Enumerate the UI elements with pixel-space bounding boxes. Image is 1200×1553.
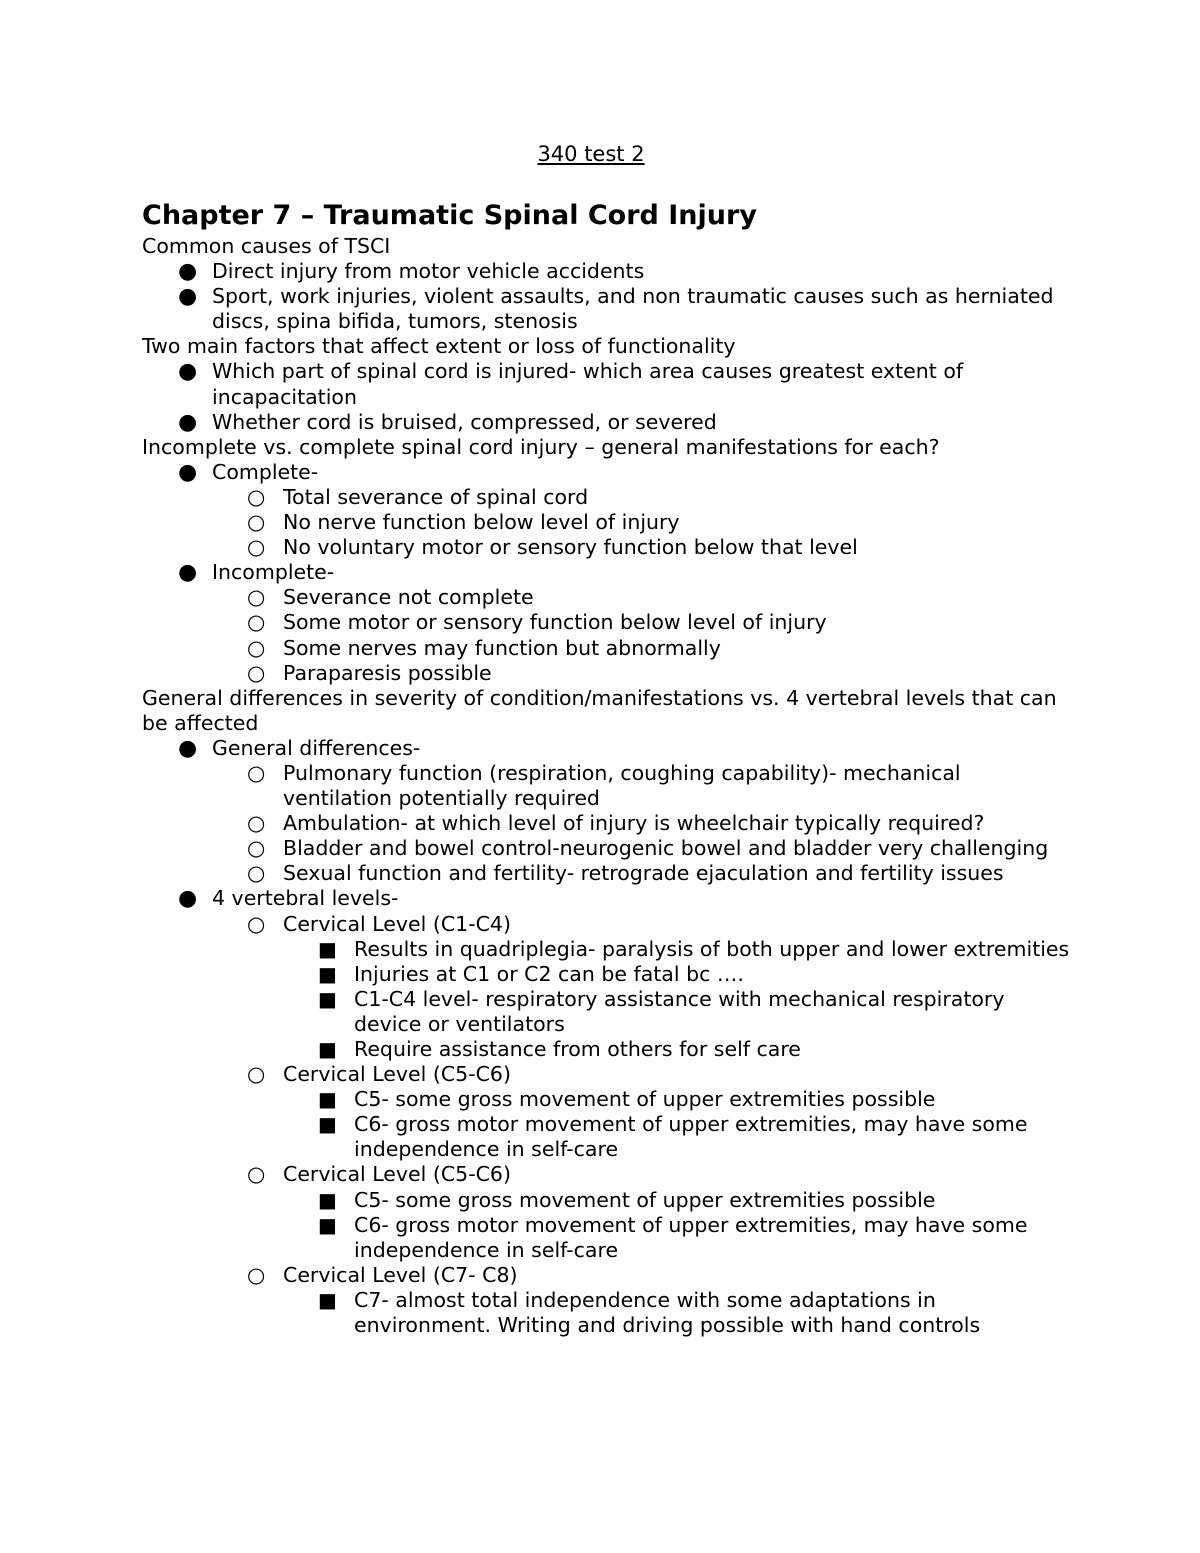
list-item-text: Some nerves may function but abnormally xyxy=(283,635,721,660)
list-item-text: Sport, work injuries, violent assaults, and non traumatic causes such as herniated discs, spina bifida, tumors, stenosis xyxy=(212,284,1054,334)
section-heading: Incomplete vs. complete spinal cord injury – general manifestations for each? xyxy=(142,434,940,459)
bullet-marker: ○ xyxy=(247,1262,266,1287)
list-item-level-2 xyxy=(142,811,1070,836)
list-item-level-3 xyxy=(142,1037,1070,1062)
bullet-marker: ■ xyxy=(318,1287,337,1312)
list-item-level-2 xyxy=(142,912,1070,937)
bullet-marker: ● xyxy=(178,886,198,912)
bullet-marker: ○ xyxy=(247,760,266,785)
list-item-level-2 xyxy=(142,535,1070,560)
bullet-marker: ● xyxy=(178,359,198,385)
list-item-text: Cervical Level (C7- C8) xyxy=(283,1262,518,1287)
list-item-text: Ambulation- at which level of injury is wheelchair typically required? xyxy=(283,811,985,836)
list-item-level-3 xyxy=(142,1288,1070,1338)
list-item-level-1 xyxy=(142,410,1070,435)
list-item-text: C6- gross motor movement of upper extremities, may have some independence in self-care xyxy=(354,1112,1028,1162)
list-item-text: No nerve function below level of injury xyxy=(283,510,680,535)
bullet-marker: ■ xyxy=(318,1187,337,1212)
list-item-level-2 xyxy=(142,861,1070,886)
list-item-level-3 xyxy=(142,1213,1070,1263)
chapter-heading: Chapter 7 – Traumatic Spinal Cord Injury xyxy=(142,200,757,231)
bullet-marker: ○ xyxy=(247,484,266,509)
list-item-level-2 xyxy=(142,761,1070,811)
list-item-level-2 xyxy=(142,1162,1070,1187)
section-heading: General differences in severity of condition/manifestations vs. 4 vertebral levels that can be affected xyxy=(142,685,1057,735)
list-item-text: 4 vertebral levels- xyxy=(212,886,399,911)
bullet-marker: ○ xyxy=(247,660,266,685)
bullet-marker: ○ xyxy=(247,1162,266,1187)
list-item-text: Cervical Level (C5-C6) xyxy=(283,1062,511,1087)
bullet-marker: ○ xyxy=(247,610,266,635)
list-item-text: Results in quadriplegia- paralysis of both upper and lower extremities xyxy=(354,936,1070,961)
list-item-text: C5- some gross movement of upper extremities possible xyxy=(354,1087,936,1112)
bullet-marker: ● xyxy=(178,284,198,310)
bullet-marker: ○ xyxy=(247,1062,266,1087)
list-item-text: No voluntary motor or sensory function below that level xyxy=(283,535,858,560)
list-item-text: Incomplete- xyxy=(212,560,335,585)
list-item-level-3 xyxy=(142,1087,1070,1112)
list-item-text: Bladder and bowel control-neurogenic bowel and bladder very challenging xyxy=(283,836,1049,861)
list-item-text: Pulmonary function (respiration, coughing capability)- mechanical ventilation potentially required xyxy=(283,760,961,811)
list-item-level-2 xyxy=(142,510,1070,535)
list-item-text: C6- gross motor movement of upper extremities, may have some independence in self-care xyxy=(354,1212,1028,1262)
bullet-marker: ○ xyxy=(247,585,266,610)
bullet-marker: ■ xyxy=(318,1212,337,1237)
list-item-text: Whether cord is bruised, compressed, or severed xyxy=(212,409,717,434)
list-item-level-1 xyxy=(142,560,1070,585)
bullet-marker: ● xyxy=(178,459,198,485)
document-title: 340 test 2 xyxy=(537,142,645,166)
bullet-marker: ■ xyxy=(318,1037,337,1061)
list-item-level-3 xyxy=(142,962,1070,987)
bullet-marker: ■ xyxy=(318,936,337,961)
bullet-marker: ○ xyxy=(247,535,266,560)
list-item-level-1 xyxy=(142,460,1070,485)
list-item-level-2 xyxy=(142,636,1070,661)
list-item-level-3 xyxy=(142,987,1070,1037)
list-item-level-2 xyxy=(142,485,1070,510)
bullet-marker: ● xyxy=(178,560,198,586)
list-item-level-1 xyxy=(142,259,1070,284)
bullet-marker: ● xyxy=(178,735,198,761)
list-item-text: Cervical Level (C1-C4) xyxy=(283,911,511,936)
list-item-level-1 xyxy=(142,736,1070,761)
bullet-marker: ○ xyxy=(247,510,266,535)
list-item-text: Injuries at C1 or C2 can be fatal bc …. xyxy=(354,961,744,986)
bullet-marker: ○ xyxy=(247,911,266,936)
bullet-marker: ○ xyxy=(247,635,266,660)
list-item-level-2 xyxy=(142,1062,1070,1087)
list-item-level-1 xyxy=(142,284,1070,334)
bullet-marker: ○ xyxy=(247,836,266,861)
list-item-text: Direct injury from motor vehicle accidents xyxy=(212,259,645,284)
section-heading: Common causes of TSCI xyxy=(142,234,391,258)
list-item-level-2 xyxy=(142,661,1070,686)
bullet-marker: ● xyxy=(178,259,198,285)
list-item-text: C1-C4 level- respiratory assistance with mechanical respiratory device or ventilators xyxy=(354,986,1005,1036)
list-item-level-3 xyxy=(142,1112,1070,1162)
list-item-text: General differences- xyxy=(212,735,421,760)
bullet-marker: ■ xyxy=(318,1087,337,1112)
section-heading: Two main factors that affect extent or loss of functionality xyxy=(142,334,736,359)
list-item-level-2 xyxy=(142,585,1070,610)
list-item-text: Severance not complete xyxy=(283,585,534,610)
list-item-level-1 xyxy=(142,359,1070,409)
list-item-level-3 xyxy=(142,937,1070,962)
list-item-text: Cervical Level (C5-C6) xyxy=(283,1162,511,1187)
bullet-marker: ■ xyxy=(318,961,337,986)
document-body xyxy=(142,234,1070,1338)
bullet-marker: ● xyxy=(178,409,198,435)
bullet-marker: ■ xyxy=(318,986,337,1011)
list-item-text: C5- some gross movement of upper extremities possible xyxy=(354,1187,936,1212)
bullet-marker: ■ xyxy=(318,1112,337,1137)
list-item-level-1 xyxy=(142,886,1070,911)
list-item-level-2 xyxy=(142,1263,1070,1288)
list-item-text: Which part of spinal cord is injured- which area causes greatest extent of incapacitation xyxy=(212,359,964,409)
list-item-text: Sexual function and fertility- retrograde ejaculation and fertility issues xyxy=(283,861,1004,886)
bullet-marker: ○ xyxy=(247,811,266,836)
list-item-text: Paraparesis possible xyxy=(283,660,492,685)
bullet-marker: ○ xyxy=(247,861,266,886)
list-item-text: Total severance of spinal cord xyxy=(283,484,589,509)
list-item-level-3 xyxy=(142,1188,1070,1213)
list-item-level-2 xyxy=(142,610,1070,635)
list-item-level-2 xyxy=(142,836,1070,861)
list-item-text: Complete- xyxy=(212,459,319,484)
list-item-text: C7- almost total independence with some adaptations in environment. Writing and driving possible with hand controls xyxy=(354,1287,981,1338)
list-item-text: Some motor or sensory function below level of injury xyxy=(283,610,827,635)
list-item-text: Require assistance from others for self care xyxy=(354,1037,801,1061)
